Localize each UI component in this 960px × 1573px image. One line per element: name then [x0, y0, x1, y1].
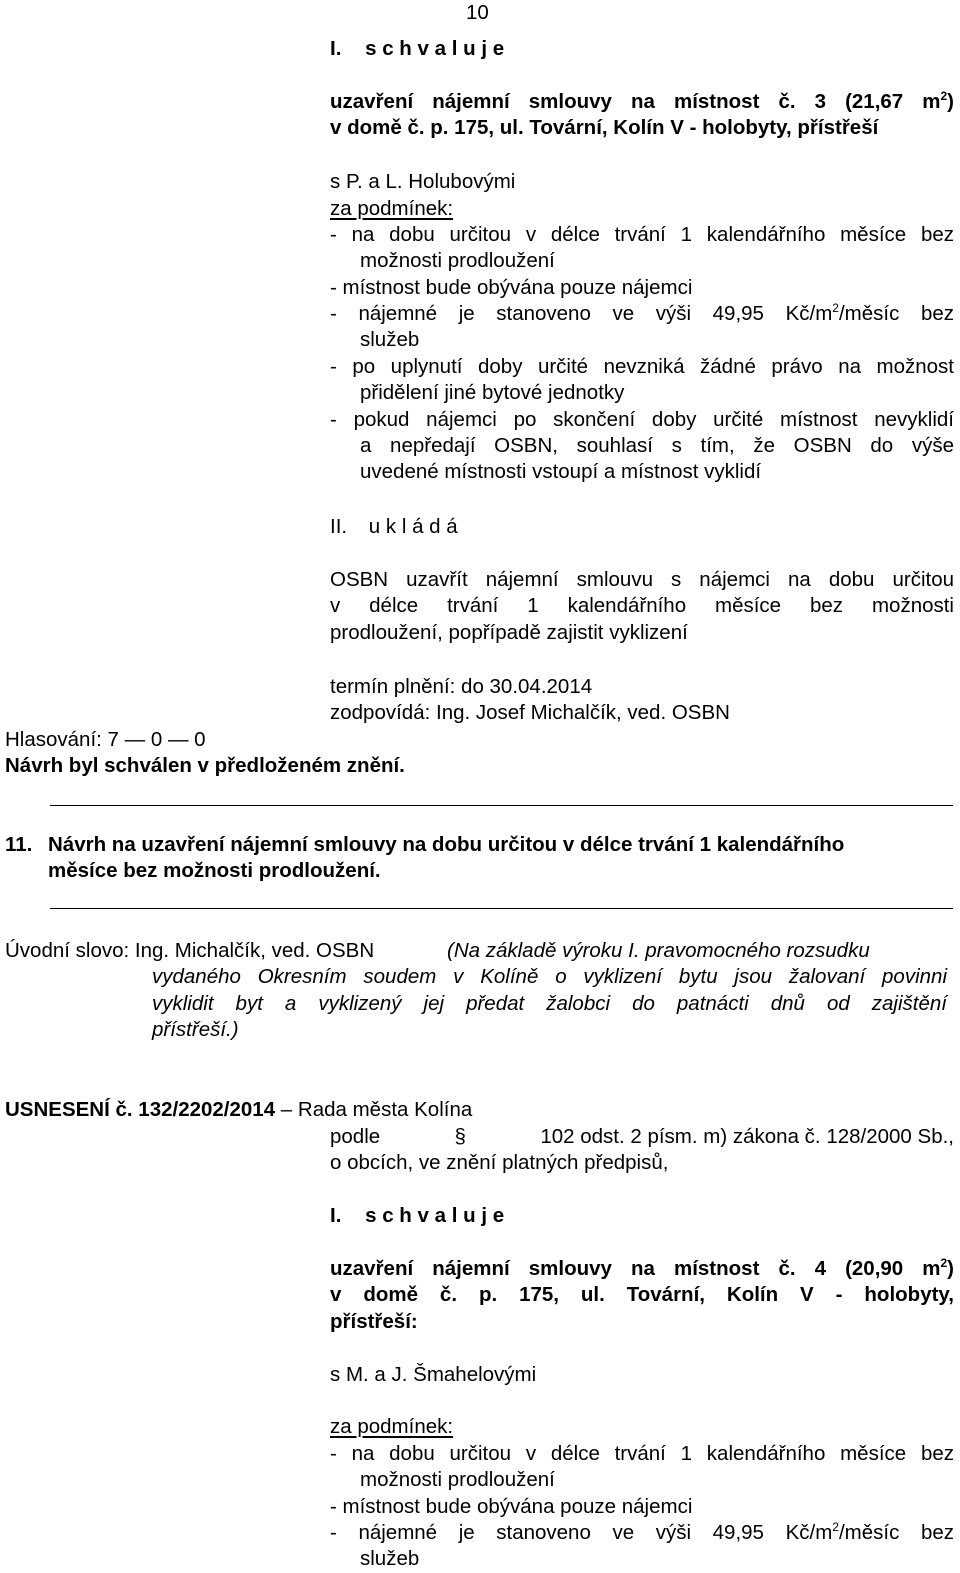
- item11-number: 11.: [5, 833, 33, 856]
- block1-cond4-l1: - po uplynutí doby určité nevzniká žádné právo na možnost: [330, 355, 954, 378]
- block1-conditions-label: za podmínek:: [330, 197, 454, 220]
- block3-cond1-l2: možnosti prodloužení: [360, 1468, 555, 1491]
- resolution-law-rest: 102 odst. 2 písm. m) zákona č. 128/2000 Sb.,: [540, 1125, 954, 1148]
- page-number: 10: [466, 1, 489, 24]
- block3-cond3-l2: služeb: [360, 1547, 420, 1570]
- divider-2: [50, 908, 953, 909]
- item11-title-l1: Návrh na uzavření nájemní smlouvy na dobu určitou v délce trvání 1 kalendářního: [48, 833, 845, 856]
- block3-subject-l1: uzavření nájemní smlouvy na místnost č. 4 (20,90 $m^2$): [330, 1256, 954, 1280]
- block3-subject-l2: v domě č. p. 175, ul. Tovární, Kolín V - holobyty,: [330, 1283, 954, 1306]
- item11-title-l2: měsíce bez možnosti prodloužení.: [48, 859, 381, 882]
- divider-1: [50, 805, 953, 806]
- block3-cond3-l1: - nájemné je stanoveno ve výši 49,95 $Kč/m^2$/měsíc bez: [330, 1520, 955, 1544]
- block2-text-l3: prodloužení, popřípadě zajistit vyklizení: [330, 621, 688, 644]
- resolution-law-prefix: podle: [330, 1125, 381, 1148]
- block1-cond1-l1: - na dobu určitou v délce trvání 1 kalendářního měsíce bez: [330, 223, 954, 246]
- block2-responsible: zodpovídá: Ing. Josef Michalčík, ved. OSBN: [330, 701, 730, 724]
- resolution-body: – Rada města Kolína: [280, 1098, 473, 1121]
- intro-label: Úvodní slovo: Ing. Michalčík, ved. OSBN: [5, 939, 375, 962]
- block2-deadline: termín plnění: do 30.04.2014: [330, 675, 593, 698]
- block1-heading-num: I.: [330, 37, 342, 60]
- intro-note-l4: přístřeší.): [152, 1018, 239, 1041]
- block3-cond1-l1: - na dobu určitou v délce trvání 1 kalendářního měsíce bez: [330, 1442, 954, 1465]
- block1-cond2: - místnost bude obývána pouze nájemci: [330, 276, 693, 299]
- block1-parties: s P. a L. Holubovými: [330, 170, 516, 193]
- block1-cond3-l1: - nájemné je stanoveno ve výši 49,95 $Kč/m^2$/měsíc bez: [330, 301, 955, 325]
- intro-note-l2: vydaného Okresním soudem v Kolíně o vyklizení bytu jsou žalovaní povinni: [152, 965, 947, 988]
- block2-text-l1: OSBN uzavřít nájemní smlouvu s nájemci na dobu určitou: [330, 568, 954, 591]
- block2-heading-word: u k l á d á: [368, 515, 458, 538]
- block3-heading-word: s c h v a l u j e: [365, 1204, 505, 1227]
- block1-cond4-l2: přidělení jiné bytové jednotky: [360, 381, 625, 404]
- block3-heading-num: I.: [330, 1204, 342, 1227]
- block1-heading-word: s c h v a l u j e: [365, 37, 505, 60]
- vote-result: Návrh byl schválen v předloženém znění.: [5, 754, 405, 777]
- block1-cond5-l1: - pokud nájemci po skončení doby určité místnost nevyklidí: [330, 408, 954, 431]
- resolution-law-l1: [330, 1124, 954, 1150]
- block1-subject-line2: v domě č. p. 175, ul. Tovární, Kolín V - holobyty, přístřeší: [330, 116, 879, 139]
- block1-cond5-l2: a nepředají OSBN, souhlasí s tím, že OSBN do výše: [360, 434, 954, 457]
- block2-text-l2: v délce trvání 1 kalendářního měsíce bez možnosti: [330, 594, 954, 617]
- resolution-line: [5, 1097, 472, 1123]
- resolution-law-l2: o obcích, ve znění platných předpisů,: [330, 1151, 669, 1174]
- block1-subject-line1: uzavření nájemní smlouvy na místnost č. 3 (21,67 $m^2$): [330, 89, 954, 113]
- block2-heading: [330, 514, 458, 540]
- block3-conditions-label: za podmínek:: [330, 1415, 454, 1438]
- section-sign-icon: §: [454, 1125, 466, 1148]
- intro-note-l1: (Na základě výroku I. pravomocného rozsudku: [447, 939, 870, 962]
- intro-note-l3: vyklidit byt a vyklizený jej předat žalobci do patnácti dnů od zajištění: [152, 992, 947, 1015]
- block2-heading-num: II.: [330, 515, 348, 538]
- vote-label: Hlasování: 7 — 0 — 0: [5, 728, 206, 751]
- block1-cond1-l2: možnosti prodloužení: [360, 249, 555, 272]
- block1-heading: [330, 36, 504, 62]
- block3-subject-l3: přístřeší:: [330, 1310, 418, 1333]
- block1-cond5-l3: uvedené místnosti vstoupí a místnost vyklidí: [360, 460, 762, 483]
- block3-cond2: - místnost bude obývána pouze nájemci: [330, 1495, 693, 1518]
- block3-heading: [330, 1203, 504, 1229]
- block1-cond3-l2: služeb: [360, 328, 420, 351]
- resolution-label: USNESENÍ č. 132/2202/2014: [5, 1098, 276, 1121]
- block3-parties: s M. a J. Šmahelovými: [330, 1363, 537, 1386]
